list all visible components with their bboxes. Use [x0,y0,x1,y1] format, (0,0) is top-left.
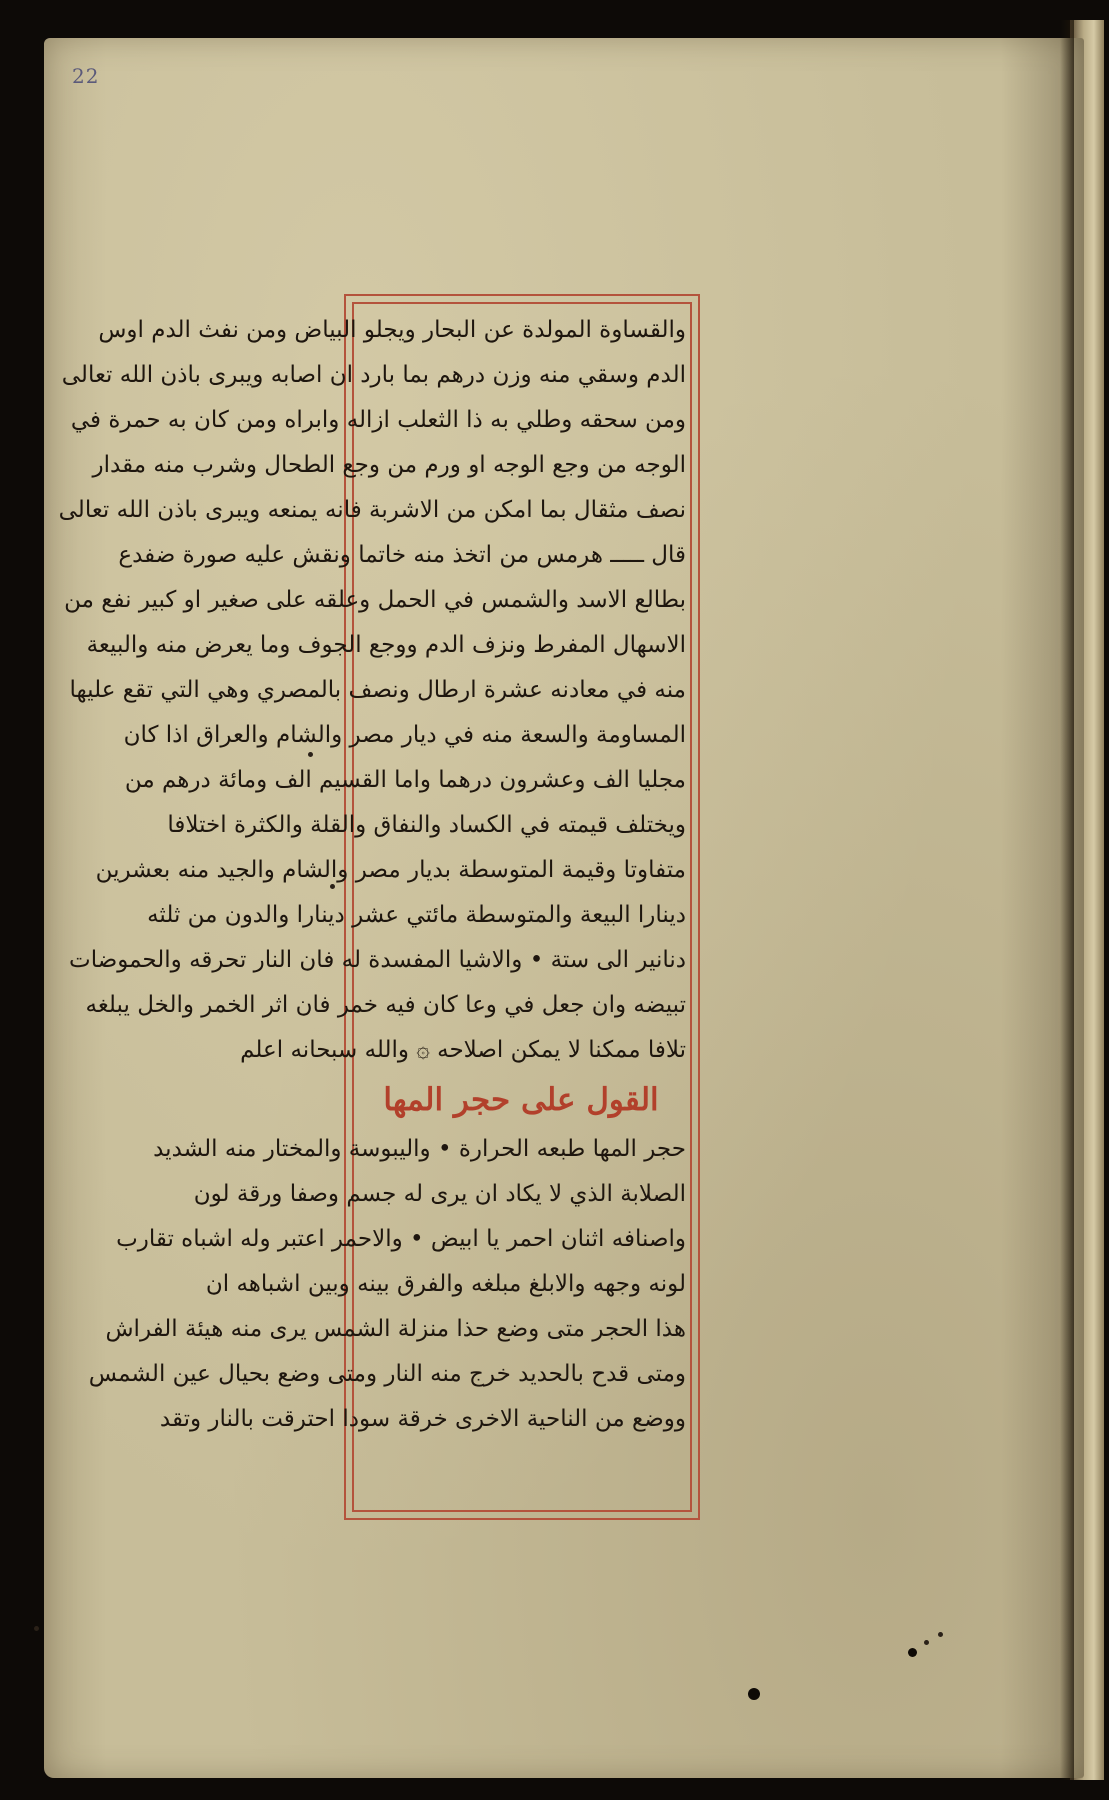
folio-number: 22 [72,64,100,88]
margin-speck [34,1626,39,1631]
text-line: ومن سحقه وطلي به ذا الثعلب ازاله وابراه ومن كان به حمرة في [70,407,686,433]
ink-dot [908,1648,917,1657]
text-line: الوجه من وجع الوجه او ورم من وجع الطحال وشرب منه مقدار [92,452,686,478]
margin-speck [924,1640,929,1645]
text-line: متفاوتا وقيمة المتوسطة بديار مصر والشام والجيد منه بعشرين [95,857,686,883]
text-line: والقساوة المولدة عن البحار ويجلو البياض ومن نفث الدم اوس [98,317,686,343]
text-line: واصنافه اثنان احمر يا ابيض • والاحمر اعتبر وله اشباه تقارب [116,1226,686,1252]
margin-speck [330,884,335,889]
text-line: المساومة والسعة منه في ديار مصر والشام والعراق اذا كان [123,722,686,748]
text-line: قال ـــــ هرمس من اتخذ منه خاتما ونقش عليه صورة ضفدع [118,542,686,568]
section-heading: القول على حجر المها [383,1082,659,1118]
text-line: تلافا ممكنا لا يمكن اصلاحه ۞ والله سبحانه اعلم [240,1037,686,1063]
text-line: مجليا الف وعشرون درهما واما القسيم الف ومائة درهم من [124,767,686,793]
text-line: ووضع من الناحية الاخرى خرقة سودا احترقت بالنار وتقد [159,1406,686,1432]
text-line: الاسهال المفرط ونزف الدم ووجع الجوف وما يعرض منه والبيعة [86,632,686,658]
text-line: ومتى قدح بالحديد خرج منه النار ومتى وضع بحيال عين الشمس [88,1361,686,1387]
margin-speck [308,752,313,757]
text-line: دينارا البيعة والمتوسطة مائتي عشر دينارا والدون من ثلثه [147,902,686,928]
text-line: الدم وسقي منه وزن درهم بما بارد ان اصابه ويبرى باذن الله تعالى [61,362,686,388]
text-line: ويختلف قيمته في الكساد والنفاق والقلة والكثرة اختلافا [167,812,686,838]
gutter-shadow [1060,20,1074,1780]
text-line: هذا الحجر متى وضع حذا منزلة الشمس يرى منه هيئة الفراش [105,1316,686,1342]
text-line: لونه وجهه والابلغ مبلغه والفرق بينه وبين اشباهه ان [205,1271,686,1297]
text-line: الصلابة الذي لا يكاد ان يرى له جسم وصفا ورقة لون [193,1181,686,1207]
text-line: بطالع الاسد والشمس في الحمل وعلقه على صغير او كبير نفع من [64,587,686,613]
text-line: دنانير الى ستة • والاشيا المفسدة له فان النار تحرقه والحموضات [69,947,686,973]
text-line: تبيضه وان جعل في وعا كان فيه خمر فان اثر الخمر والخل يبلغه [85,992,686,1018]
margin-speck [938,1632,943,1637]
text-block [58,308,686,1504]
text-line: منه في معادنه عشرة ارطال ونصف بالمصري وهي التي تقع عليها [69,677,686,703]
text-line: حجر المها طبعه الحرارة • واليبوسة والمختار منه الشديد [153,1136,686,1162]
text-line: نصف مثقال بما امكن من الاشربة فانه يمنعه ويبرى باذن الله تعالى [58,497,686,523]
ink-dot [748,1688,760,1700]
